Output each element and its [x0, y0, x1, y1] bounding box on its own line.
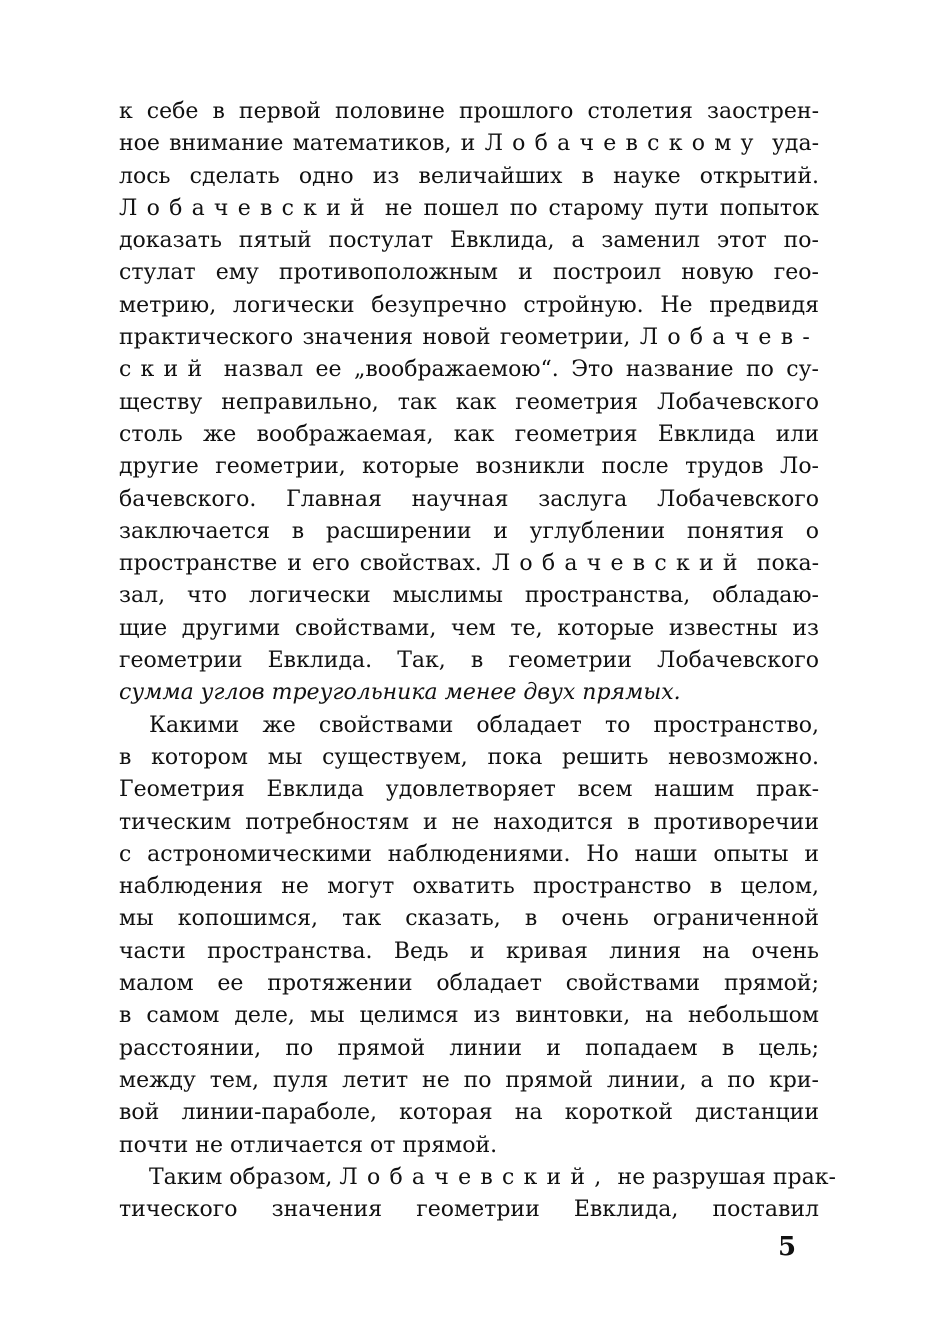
text-line: к себе в первой половине прошлого столетия заострен- [119, 99, 819, 124]
text-line: расстоянии, по прямой линии и попадаем в цель; [119, 1035, 819, 1061]
text-line: мы копошимся, так сказать, в очень ограниченной [119, 906, 819, 932]
text-run: практического значения новой геометрии, [119, 325, 631, 351]
text-run: ное внимание математиков, и [119, 131, 476, 157]
text-line: бачевского. Главная научная заслуга Лобачевского [119, 486, 819, 512]
emphasized-name: Лобачевский [491, 551, 747, 577]
text-line [119, 128, 819, 160]
text-line: в котором мы существуем, пока решить невозможно. [119, 744, 819, 770]
text-line: тического значения геометрии Евклида, поставил [119, 1197, 819, 1223]
text-line [119, 1162, 836, 1194]
text-line: зал, что логически мыслимы пространства, обладаю- [119, 583, 819, 609]
paragraph-2 [119, 710, 819, 1162]
text-run: пространстве и его свойствах. [119, 551, 482, 577]
emphasized-name: Лобачевскому [484, 131, 763, 157]
text-run: не разрушая прак- [617, 1164, 836, 1190]
paragraph-1 [119, 96, 819, 710]
emphasized-name: Лобачевский, [339, 1164, 611, 1190]
text-line: почти не отличается от прямой. [119, 1132, 498, 1158]
text-line: с астрономическими наблюдениями. Но наши опыты и [119, 841, 819, 867]
text-line: геометрии Евклида. Так, в геометрии Лобачевского [119, 648, 819, 674]
text-line: между тем, пуля летит не по прямой линии, а по кри- [119, 1067, 819, 1093]
text-line: столь же воображаемая, как геометрия Евклида или [119, 421, 819, 447]
text-line: заключается в расширении и углублении понятия о [119, 518, 819, 544]
emphasized-name: ский [119, 357, 212, 383]
text-line [119, 322, 819, 354]
text-run: Таким образом, [149, 1164, 333, 1190]
text-line: вой линии-параболе, которая на короткой дистанции [119, 1100, 819, 1126]
text-line: метрию, логически безупречно стройную. Не предвидя [119, 292, 819, 318]
text-line: части пространства. Ведь и кривая линия на очень [119, 938, 819, 964]
emphasized-name: Лобачевский [119, 195, 374, 221]
text-line: щие другими свойствами, чем те, которые известны из [119, 615, 819, 641]
text-line: в самом деле, мы целимся из винтовки, на небольшом [119, 1003, 819, 1029]
text-run: пока- [756, 551, 820, 577]
text-line: лось сделать одно из величайших в науке открытий. [119, 163, 819, 189]
text-run: уда- [771, 131, 820, 157]
text-run: не пошел по старому пути попыток [384, 195, 819, 221]
text-line: доказать пятый постулат Евклида, а заменил этот по- [119, 228, 819, 254]
text-line [119, 354, 819, 386]
text-line: тическим потребностям и не находится в противоречии [119, 809, 819, 835]
text-line: наблюдения не могут охватить пространство в целом, [119, 874, 819, 900]
text-line [119, 193, 819, 225]
text-line: другие геометрии, которые возникли после трудов Ло- [119, 454, 819, 480]
italic-statement: сумма углов треугольника менее двух прямых. [119, 680, 681, 706]
text-line: малом ее протяжении обладает свойствами прямой; [119, 971, 819, 997]
emphasized-name: Лобачев- [639, 325, 819, 351]
text-line: Какими же свойствами обладает то пространство, [149, 712, 819, 738]
text-line: Геометрия Евклида удовлетворяет всем нашим прак- [119, 777, 819, 803]
page-body [119, 96, 836, 1226]
text-line: стулат ему противоположным и построил новую гео- [119, 260, 819, 286]
page-number: 5 [778, 1232, 797, 1262]
text-line: ществу неправильно, так как геометрия Лобачевского [119, 389, 819, 415]
paragraph-3 [119, 1162, 836, 1227]
text-line [119, 548, 819, 580]
text-run: назвал ее „воображаемою“. Это название по су- [223, 357, 819, 383]
